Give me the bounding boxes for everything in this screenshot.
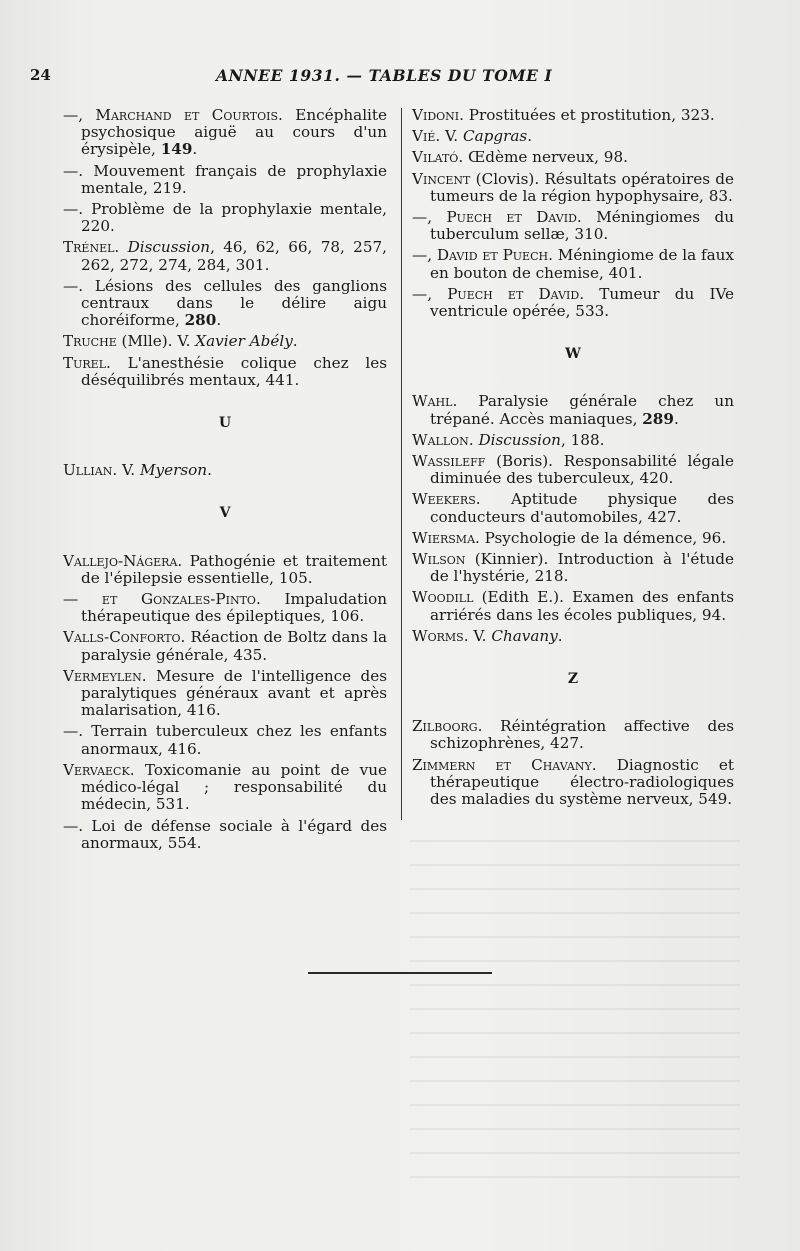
index-entry xyxy=(412,589,734,623)
entry-text: . xyxy=(192,140,198,159)
entry-text: . Prostituées et prostitution, 323. xyxy=(459,106,715,124)
index-entry xyxy=(63,107,387,159)
entry-author: —, David et Puech xyxy=(412,246,549,265)
index-entry xyxy=(412,393,734,427)
entry-text: . Mouvement français de prophylaxie mentale, 219. xyxy=(78,161,387,197)
entry-author: Zilboorg xyxy=(412,717,478,736)
entry-author: Wassileff xyxy=(412,452,486,471)
section-letter: V xyxy=(219,505,231,522)
index-entry xyxy=(63,201,387,235)
index-column-right xyxy=(412,107,734,812)
entry-author: — et Gonzales-Pinto xyxy=(63,590,256,609)
index-entry xyxy=(63,668,387,720)
entry-author: Zimmern et Chavany xyxy=(412,755,592,774)
index-entry xyxy=(412,432,734,449)
entry-page-bold: 149 xyxy=(160,140,193,159)
entry-text: (Mlle). V. xyxy=(116,332,196,351)
entry-text: . V. xyxy=(112,461,140,480)
entry-text: (Kinnier). Introduction à l'étude de l'hystérie, 218. xyxy=(430,550,734,586)
index-entry xyxy=(412,209,734,243)
entry-author: Vidoni xyxy=(412,106,460,124)
index-entry xyxy=(63,278,387,330)
entry-text: (Edith E.). Examen des enfants arriérés dans les écoles publiques, 94. xyxy=(430,588,734,624)
entry-author: Vincent xyxy=(412,169,471,188)
entry-text: . Impaludation thérapeutique des épileptiques, 106. xyxy=(81,590,387,626)
index-entry xyxy=(63,591,387,625)
index-entry xyxy=(412,551,734,585)
entry-author: Worms xyxy=(412,626,464,645)
index-entry xyxy=(412,491,734,525)
entry-page-bold: 289 xyxy=(642,409,674,428)
page-number: 24 xyxy=(30,66,51,84)
page-header xyxy=(30,66,770,90)
entry-text: . Problème de la prophylaxie mentale, 220. xyxy=(78,200,387,236)
entry-text: , 46, 62, 66, 78, 257, 262, 272, 274, 284, 301. xyxy=(81,238,387,274)
entry-text: . Tumeur du IVe ventricule opérée, 533. xyxy=(430,284,735,321)
entry-text: . Loi de défense sociale à l'égard des anormaux, 554. xyxy=(78,816,387,852)
entry-author: —, Puech et David xyxy=(412,284,580,303)
entry-text: . Psychologie de la démence, 96. xyxy=(475,528,727,547)
entry-author: — xyxy=(63,276,79,295)
column-divider xyxy=(401,108,402,820)
index-entry xyxy=(412,530,734,547)
entry-reference: Xavier Abély xyxy=(195,332,293,351)
entry-text: . Toxicomanie au point de vue médico-légal ; responsabilité du médecin, 531. xyxy=(81,760,387,814)
index-entry xyxy=(412,286,734,320)
entry-author: — xyxy=(63,816,79,835)
entry-author: Vervaeck xyxy=(63,760,130,779)
entry-author: —, Marchand et Courtois xyxy=(63,106,279,124)
index-entry xyxy=(412,107,734,124)
entry-author: — xyxy=(63,722,79,741)
entry-author: —, Puech et David xyxy=(412,208,577,227)
index-entry xyxy=(63,462,387,479)
index-entry xyxy=(63,163,387,197)
entry-text: . xyxy=(216,311,222,330)
entry-author: — xyxy=(63,161,79,180)
entry-text: . L'anesthésie colique chez les déséquilibrés mentaux, 441. xyxy=(81,353,387,389)
index-entry xyxy=(412,628,734,645)
entry-author: Vié xyxy=(412,127,436,146)
entry-text: , 188. xyxy=(560,430,605,449)
section-letter: U xyxy=(218,415,232,432)
entry-author: Wiersma xyxy=(412,528,476,547)
entry-text: . Œdème nerveux, 98. xyxy=(458,148,628,167)
entry-text: . Réaction de Boltz dans la paralysie générale, 435. xyxy=(81,628,387,664)
index-entry xyxy=(412,718,734,752)
entry-author: Vermeylen xyxy=(63,666,142,685)
entry-author: Valls-Conforto xyxy=(63,628,181,647)
entry-page-bold: 280 xyxy=(184,311,217,330)
index-entry xyxy=(412,757,734,809)
end-rule xyxy=(308,972,492,974)
entry-text: . xyxy=(114,238,128,257)
section-letter: Z xyxy=(567,671,579,688)
entry-author: Wallon xyxy=(412,430,469,449)
entry-reference: Chavany xyxy=(491,626,558,645)
entry-text: . Méningiome de la faux en bouton de chemise, 401. xyxy=(430,246,734,282)
entry-text: . Aptitude physique des conducteurs d'automobiles, 427. xyxy=(430,490,734,526)
show-through-texture xyxy=(410,840,740,1180)
entry-text: (Boris). Responsabilité légale diminuée des tuberculeux, 420. xyxy=(430,452,734,488)
index-entry xyxy=(412,171,734,205)
entry-text: . Réintégration affective des schizophrènes, 427. xyxy=(430,717,734,753)
index-entry xyxy=(63,762,387,814)
entry-text: . xyxy=(292,332,298,351)
index-entry xyxy=(63,239,387,273)
entry-author: Turel xyxy=(63,353,107,372)
entry-text: . Encéphalite psychosique aiguë au cours d'un érysipèle, xyxy=(81,106,387,159)
entry-reference: Myerson xyxy=(139,461,208,480)
index-entry xyxy=(63,333,387,350)
entry-text: . Diagnostic et thérapeutique électro-radiologiques des maladies du système nerveux, 549. xyxy=(430,755,734,809)
entry-author: Weekers xyxy=(412,490,476,509)
index-entry xyxy=(412,149,734,166)
entry-text: . Méningiomes du tuberculum sellæ, 310. xyxy=(430,208,734,244)
entry-text: . xyxy=(468,430,479,449)
entry-author: Trénel xyxy=(63,238,115,257)
entry-text: . V. xyxy=(463,626,492,645)
index-entry xyxy=(63,818,387,852)
index-entry xyxy=(412,453,734,487)
index-entry xyxy=(412,128,734,145)
entry-author: Ullian xyxy=(63,461,113,480)
entry-text: . xyxy=(527,127,533,146)
index-entry xyxy=(63,723,387,757)
entry-text: . Pathogénie et traitement de l'épilepsie essentielle, 105. xyxy=(81,551,387,587)
entry-reference: Discussion xyxy=(127,238,211,257)
index-entry xyxy=(412,247,734,281)
entry-text: . Terrain tuberculeux chez les enfants anormaux, 416. xyxy=(78,722,387,758)
section-letter: W xyxy=(565,346,581,363)
entry-author: Vilató xyxy=(412,148,459,167)
index-entry xyxy=(63,355,387,389)
entry-text: . xyxy=(557,626,563,645)
entry-author: Truche xyxy=(63,332,117,351)
entry-author: Woodill xyxy=(412,588,474,607)
running-title: ANNEE 1931. — TABLES DU TOME I xyxy=(216,66,553,85)
index-entry xyxy=(63,553,387,587)
entry-author: Wilson xyxy=(412,550,466,569)
index-entry xyxy=(63,629,387,663)
entry-text: . Mesure de l'intelligence des paralytiques généraux avant et après malarisation, 416. xyxy=(81,666,387,720)
entry-author: — xyxy=(63,200,79,219)
entry-author: Wahl xyxy=(412,392,453,411)
entry-text: . Paralysie générale chez un trépané. Accès maniaques, xyxy=(430,392,734,428)
entry-reference: Capgras xyxy=(462,127,528,146)
index-column-left xyxy=(63,107,387,856)
entry-text: (Clovis). Résultats opératoires de tumeurs de la région hypophysaire, 83. xyxy=(430,169,734,205)
entry-text: . xyxy=(207,461,212,480)
entry-text: . V. xyxy=(435,127,463,146)
entry-text: . Lésions des cellules des ganglions centraux dans le délire aigu choréiforme, xyxy=(78,276,387,330)
entry-reference: Discussion xyxy=(478,430,561,449)
entry-text: . xyxy=(673,409,679,428)
entry-author: Vallejo-Nágera xyxy=(63,551,178,570)
